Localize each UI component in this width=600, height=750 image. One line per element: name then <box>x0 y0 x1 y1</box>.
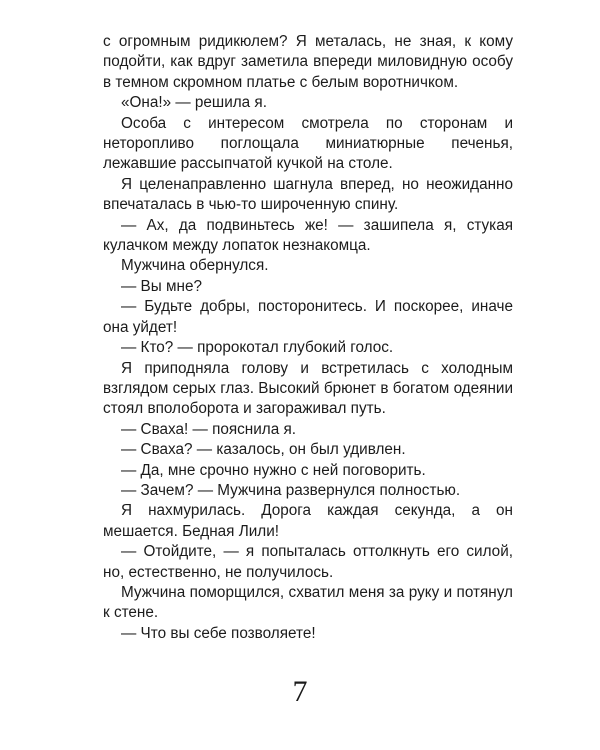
paragraph: Мужчина обернулся. <box>121 257 269 275</box>
page-number: 7 <box>292 675 308 708</box>
paragraph: — Сваха! — пояснила я. <box>121 420 297 438</box>
paragraph: Я нахмурилась. Дорога каждая секунда, а он мешается. Бедная Лили! <box>103 502 513 540</box>
paragraph: — Вы мне? <box>121 277 202 295</box>
paragraph: с огромным ридикюлем? Я металась, не зная, к кому подойти, как вдруг заметила впереди миловидную особу в темном скромном платье с белым воротничком. <box>103 33 513 91</box>
paragraph: Я целенаправленно шагнула вперед, но неожиданно впечаталась в чью-то широченную спину. <box>103 175 513 214</box>
paragraph: — Отойдите, — я попыталась оттолкнуть его силой, но, естественно, не получилось. <box>103 543 513 581</box>
paragraph: — Зачем? — Мужчина развернулся полностью. <box>121 481 461 499</box>
paragraph: «Она!» — решила я. <box>121 94 267 112</box>
paragraph: — Ах, да подвиньтесь же! — зашипела я, стукая кулачком между лопаток незнакомца. <box>103 216 513 255</box>
paragraph: Мужчина поморщился, схватил меня за руку и потянул к стене. <box>103 583 513 622</box>
paragraph: Особа с интересом смотрела по сторонам и неторопливо поглощала миниатюрные печенья, лежавшие рассыпчатой кучкой на столе. <box>103 114 513 173</box>
paragraph: — Что вы себе позволяете! <box>121 624 316 642</box>
paragraph: — Сваха? — казалось, он был удивлен. <box>121 441 406 459</box>
paragraph: Я приподняла голову и встретилась с холодным взглядом серых глаз. Высокий брюнет в богатом одеянии стоял вполоборота и загораживал путь. <box>103 359 513 418</box>
body-text <box>103 32 513 644</box>
paragraph: — Да, мне срочно нужно с ней поговорить. <box>121 461 426 479</box>
paragraph: — Кто? — пророкотал глубокий голос. <box>121 339 394 357</box>
paragraph: — Будьте добры, посторонитесь. И поскорее, иначе она уйдет! <box>103 298 513 336</box>
